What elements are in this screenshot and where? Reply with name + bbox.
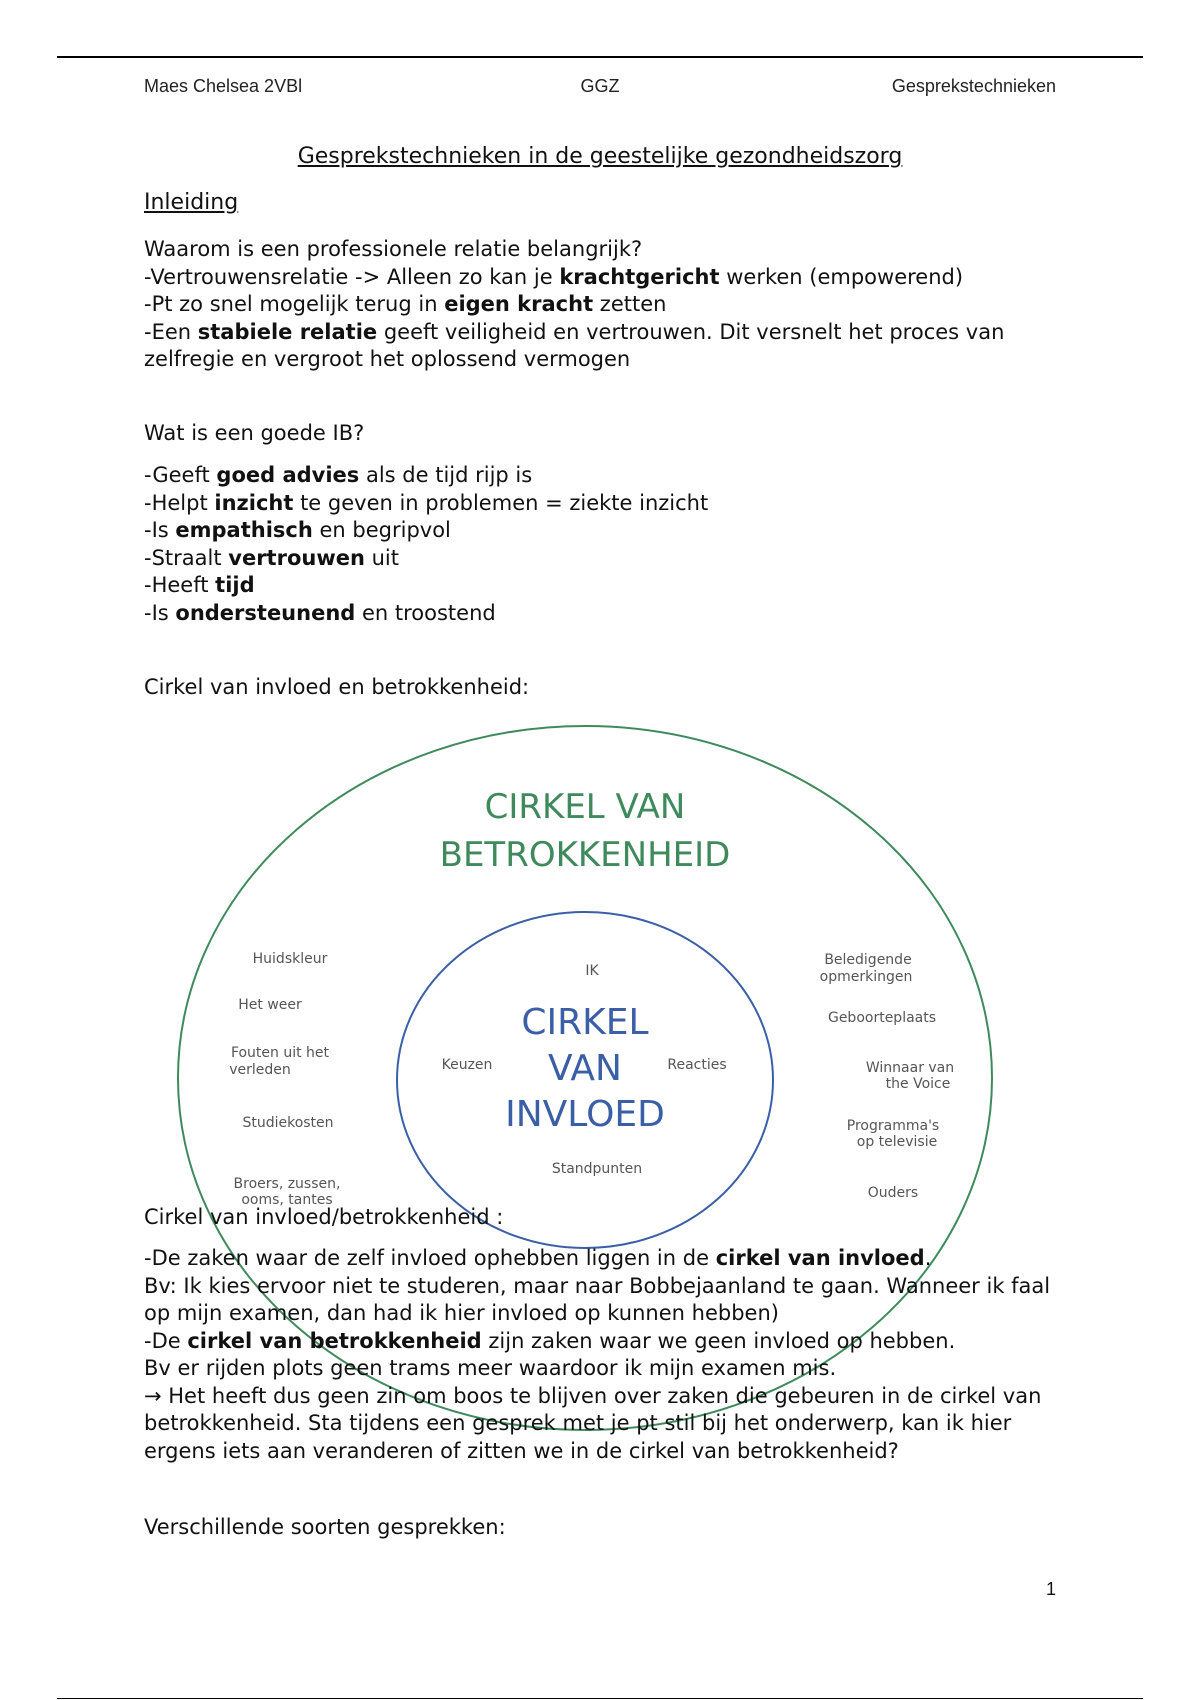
list-item: -Geeft goed advies als de tijd rijp is	[144, 463, 533, 487]
label-reacties: Reacties	[667, 1057, 727, 1073]
outer-title-line-1: CIRKEL VAN	[484, 787, 686, 827]
label-winnaar-1: Winnaar van	[865, 1060, 955, 1076]
label-ouders: Ouders	[867, 1185, 919, 1201]
label-beledigende-2: opmerkingen	[819, 969, 913, 985]
inner-title-line-1: CIRKEL	[521, 1002, 649, 1043]
invloed-conclusion: → Het heeft dus geen zin om boos te blijven over zaken die gebeuren in de cirkel van betrokkenheid. Sta tijdens een gesprek met je pt stil bij het onderwerp, kan ik hier ergens iets aan veranderen of zitten we in de cirkel van betrokkenheid?	[144, 1383, 1042, 1463]
label-huidskleur: Huidskleur	[252, 951, 328, 967]
header-rule	[57, 56, 1143, 58]
inleiding-line-1: -Vertrouwensrelatie -> Alleen zo kan je krachtgericht werken (empowerend)	[144, 264, 964, 289]
invloed-line-2: -De cirkel van betrokkenheid zijn zaken waar we geen invloed op hebben.	[144, 1328, 956, 1353]
label-het-weer: Het weer	[238, 997, 302, 1013]
invloed-heading: Cirkel van invloed/betrokkenheid :	[144, 1205, 504, 1229]
label-programmas-2: op televisie	[856, 1134, 938, 1150]
soorten-heading: Verschillende soorten gesprekken:	[144, 1515, 506, 1539]
label-winnaar-2: the Voice	[885, 1076, 951, 1092]
list-item: -Is empathisch en begripvol	[144, 518, 451, 542]
label-broers-1: Broers, zussen,	[233, 1176, 341, 1192]
label-fouten-2: verleden	[229, 1062, 291, 1078]
invloed-line-1: -De zaken waar de zelf invloed ophebben liggen in de cirkel van invloed.	[144, 1246, 932, 1270]
label-ik: IK	[585, 963, 599, 979]
cirkel-intro: Cirkel van invloed en betrokkenheid:	[144, 675, 530, 699]
list-item: -Is ondersteunend en troostend	[144, 600, 496, 625]
invloed-example-2: Bv er rijden plots geen trams meer waardoor ik mijn examen mis.	[144, 1356, 837, 1380]
inner-title-line-3: INVLOED	[505, 1094, 665, 1135]
inleiding-paragraph	[144, 236, 1074, 374]
document-title: Gesprekstechnieken in de geestelijke gezondheidszorg	[297, 144, 903, 169]
list-item: -Helpt inzicht te geven in problemen = ziekte inzicht	[144, 490, 709, 515]
label-programmas-1: Programma's	[846, 1118, 940, 1134]
footer-rule	[57, 1698, 1143, 1699]
label-beledigende-1: Beledigende	[824, 952, 912, 968]
inleiding-question: Waarom is een professionele relatie belangrijk?	[144, 237, 643, 261]
label-studiekosten: Studiekosten	[242, 1115, 334, 1131]
label-geboorteplaats: Geboorteplaats	[827, 1010, 937, 1026]
label-fouten-1: Fouten uit het	[230, 1045, 330, 1061]
inleiding-line-2: -Pt zo snel mogelijk terug in eigen kracht zetten	[144, 292, 667, 316]
inleiding-line-3: -Een stabiele relatie geeft veiligheid en vertrouwen. Dit versnelt het proces van zelfregie en vergroot het oplossend vermogen	[144, 319, 1005, 371]
section-heading-inleiding: Inleiding	[144, 190, 239, 215]
label-standpunten: Standpunten	[551, 1161, 643, 1177]
invloed-example-1: Bv: Ik kies ervoor niet te studeren, maar naar Bobbejaanland te gaan. Wanneer ik faal op mijn examen, dan had ik hier invloed op kunnen hebben)	[144, 1273, 1051, 1325]
label-keuzen: Keuzen	[441, 1057, 493, 1073]
invloed-paragraph	[144, 1245, 1074, 1465]
ib-question: Wat is een goede IB?	[144, 421, 365, 445]
ib-list	[144, 462, 1074, 627]
inner-title-line-2: VAN	[548, 1048, 622, 1089]
label-broers-2: ooms, tantes	[241, 1192, 333, 1208]
header-subject: GGZ	[580, 76, 620, 96]
header-author: Maes Chelsea 2VBl	[144, 76, 303, 96]
list-item: -Heeft tijd	[144, 573, 255, 597]
page-number: 1	[1045, 1579, 1056, 1599]
outer-title-line-2: BETROKKENHEID	[439, 835, 731, 875]
list-item: -Straalt vertrouwen uit	[144, 545, 399, 570]
header-topic: Gesprekstechnieken	[891, 76, 1056, 96]
